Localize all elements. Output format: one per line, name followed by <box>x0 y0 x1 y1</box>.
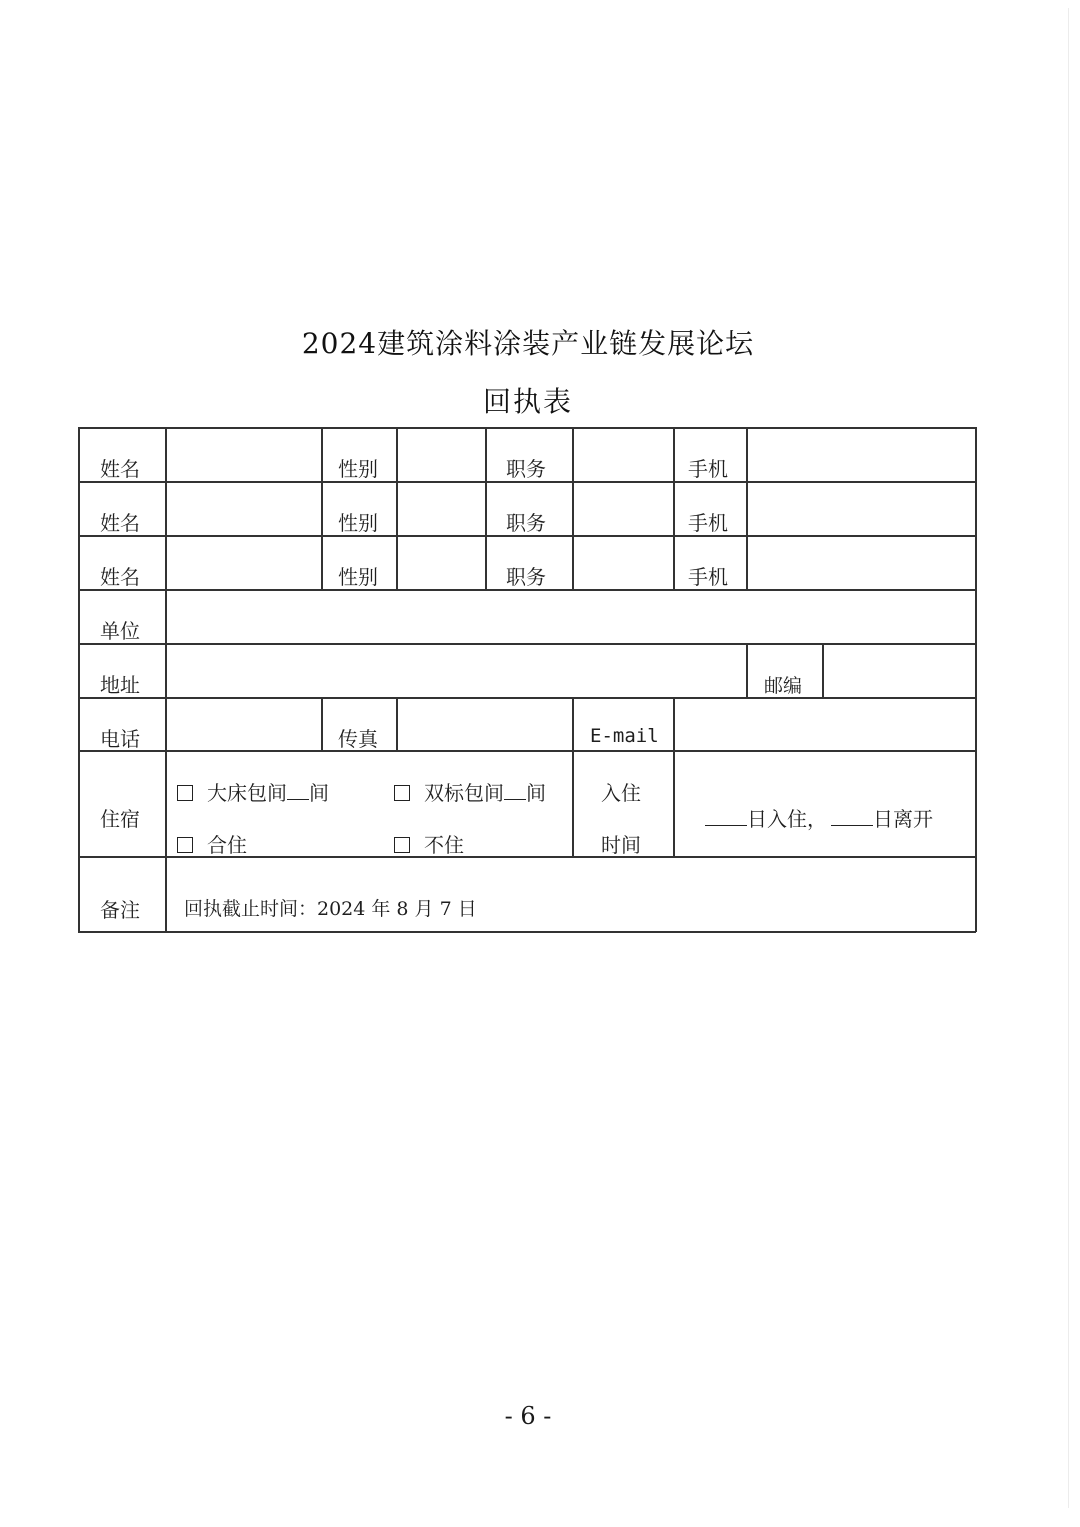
email-label: E-mail <box>590 725 659 747</box>
email-field[interactable] <box>675 699 974 750</box>
reply-deadline-text: 回执截止时间：2024 年 8 月 7 日 <box>184 898 477 920</box>
name-field[interactable] <box>167 537 321 589</box>
postcode-field[interactable] <box>824 645 974 697</box>
table-border-left <box>78 427 80 932</box>
remarks-label: 备注 <box>100 898 140 922</box>
fax-label: 传真 <box>338 727 378 751</box>
col-divider <box>746 643 748 697</box>
gender-field[interactable] <box>398 537 485 589</box>
checkout-day-blank[interactable] <box>831 809 873 826</box>
postcode-label: 邮编 <box>764 675 803 697</box>
gender-field[interactable] <box>398 483 485 535</box>
option-no-stay[interactable]: 不住 <box>394 829 464 858</box>
position-field[interactable] <box>574 483 673 535</box>
phone-field[interactable] <box>167 699 321 750</box>
mobile-label: 手机 <box>688 565 728 589</box>
name-label: 姓名 <box>100 457 140 481</box>
address-label: 地址 <box>100 673 140 697</box>
mobile-label: 手机 <box>688 457 728 481</box>
document-subtitle: 回执表 <box>482 385 573 418</box>
table-border-right <box>975 427 977 932</box>
document-title: 2024建筑涂料涂装产业链发展论坛 <box>301 327 755 360</box>
col-divider <box>572 750 574 856</box>
col-divider <box>673 750 675 856</box>
company-label: 单位 <box>100 619 140 643</box>
position-label: 职务 <box>506 565 546 589</box>
checkin-checkout-dates: 日入住， 日离开 <box>705 803 933 832</box>
fax-field[interactable] <box>398 699 572 750</box>
position-field[interactable] <box>574 537 673 589</box>
checkbox-twin-room[interactable] <box>394 785 410 801</box>
checkbox-king-room[interactable] <box>177 785 193 801</box>
col-divider <box>321 697 323 750</box>
gender-label: 性别 <box>338 565 378 589</box>
mobile-field[interactable] <box>748 537 974 589</box>
gender-field[interactable] <box>398 429 485 481</box>
page-number: - 6 - <box>504 1402 552 1430</box>
position-label: 职务 <box>506 511 546 535</box>
checkin-time-label-line2: 时间 <box>601 833 641 857</box>
checkbox-shared[interactable] <box>177 837 193 853</box>
name-label: 姓名 <box>100 565 140 589</box>
checkin-day-blank[interactable] <box>705 809 747 826</box>
checkbox-no-stay[interactable] <box>394 837 410 853</box>
col-divider <box>673 427 675 589</box>
position-field[interactable] <box>574 429 673 481</box>
accommodation-label: 住宿 <box>100 807 140 831</box>
checkin-time-label-line1: 入住 <box>601 781 641 805</box>
twin-room-count-blank[interactable] <box>504 783 526 800</box>
company-field[interactable] <box>167 591 974 643</box>
option-twin-room[interactable]: 双标包间 间 <box>394 777 546 806</box>
option-shared[interactable]: 合住 <box>177 829 247 858</box>
gender-label: 性别 <box>338 511 378 535</box>
mobile-label: 手机 <box>688 511 728 535</box>
phone-label: 电话 <box>100 727 140 751</box>
mobile-field[interactable] <box>748 429 974 481</box>
position-label: 职务 <box>506 457 546 481</box>
col-divider <box>321 427 323 589</box>
mobile-field[interactable] <box>748 483 974 535</box>
king-room-count-blank[interactable] <box>287 783 309 800</box>
table-border-bottom <box>78 931 976 933</box>
name-field[interactable] <box>167 429 321 481</box>
gender-label: 性别 <box>338 457 378 481</box>
option-king-room[interactable]: 大床包间 间 <box>177 777 329 806</box>
address-field[interactable] <box>167 645 746 697</box>
name-field[interactable] <box>167 483 321 535</box>
col-divider <box>572 697 574 750</box>
name-label: 姓名 <box>100 511 140 535</box>
reply-form-table <box>78 427 976 932</box>
row-divider <box>78 750 976 752</box>
scan-edge-artifact <box>1068 8 1069 1508</box>
col-divider <box>485 427 487 589</box>
